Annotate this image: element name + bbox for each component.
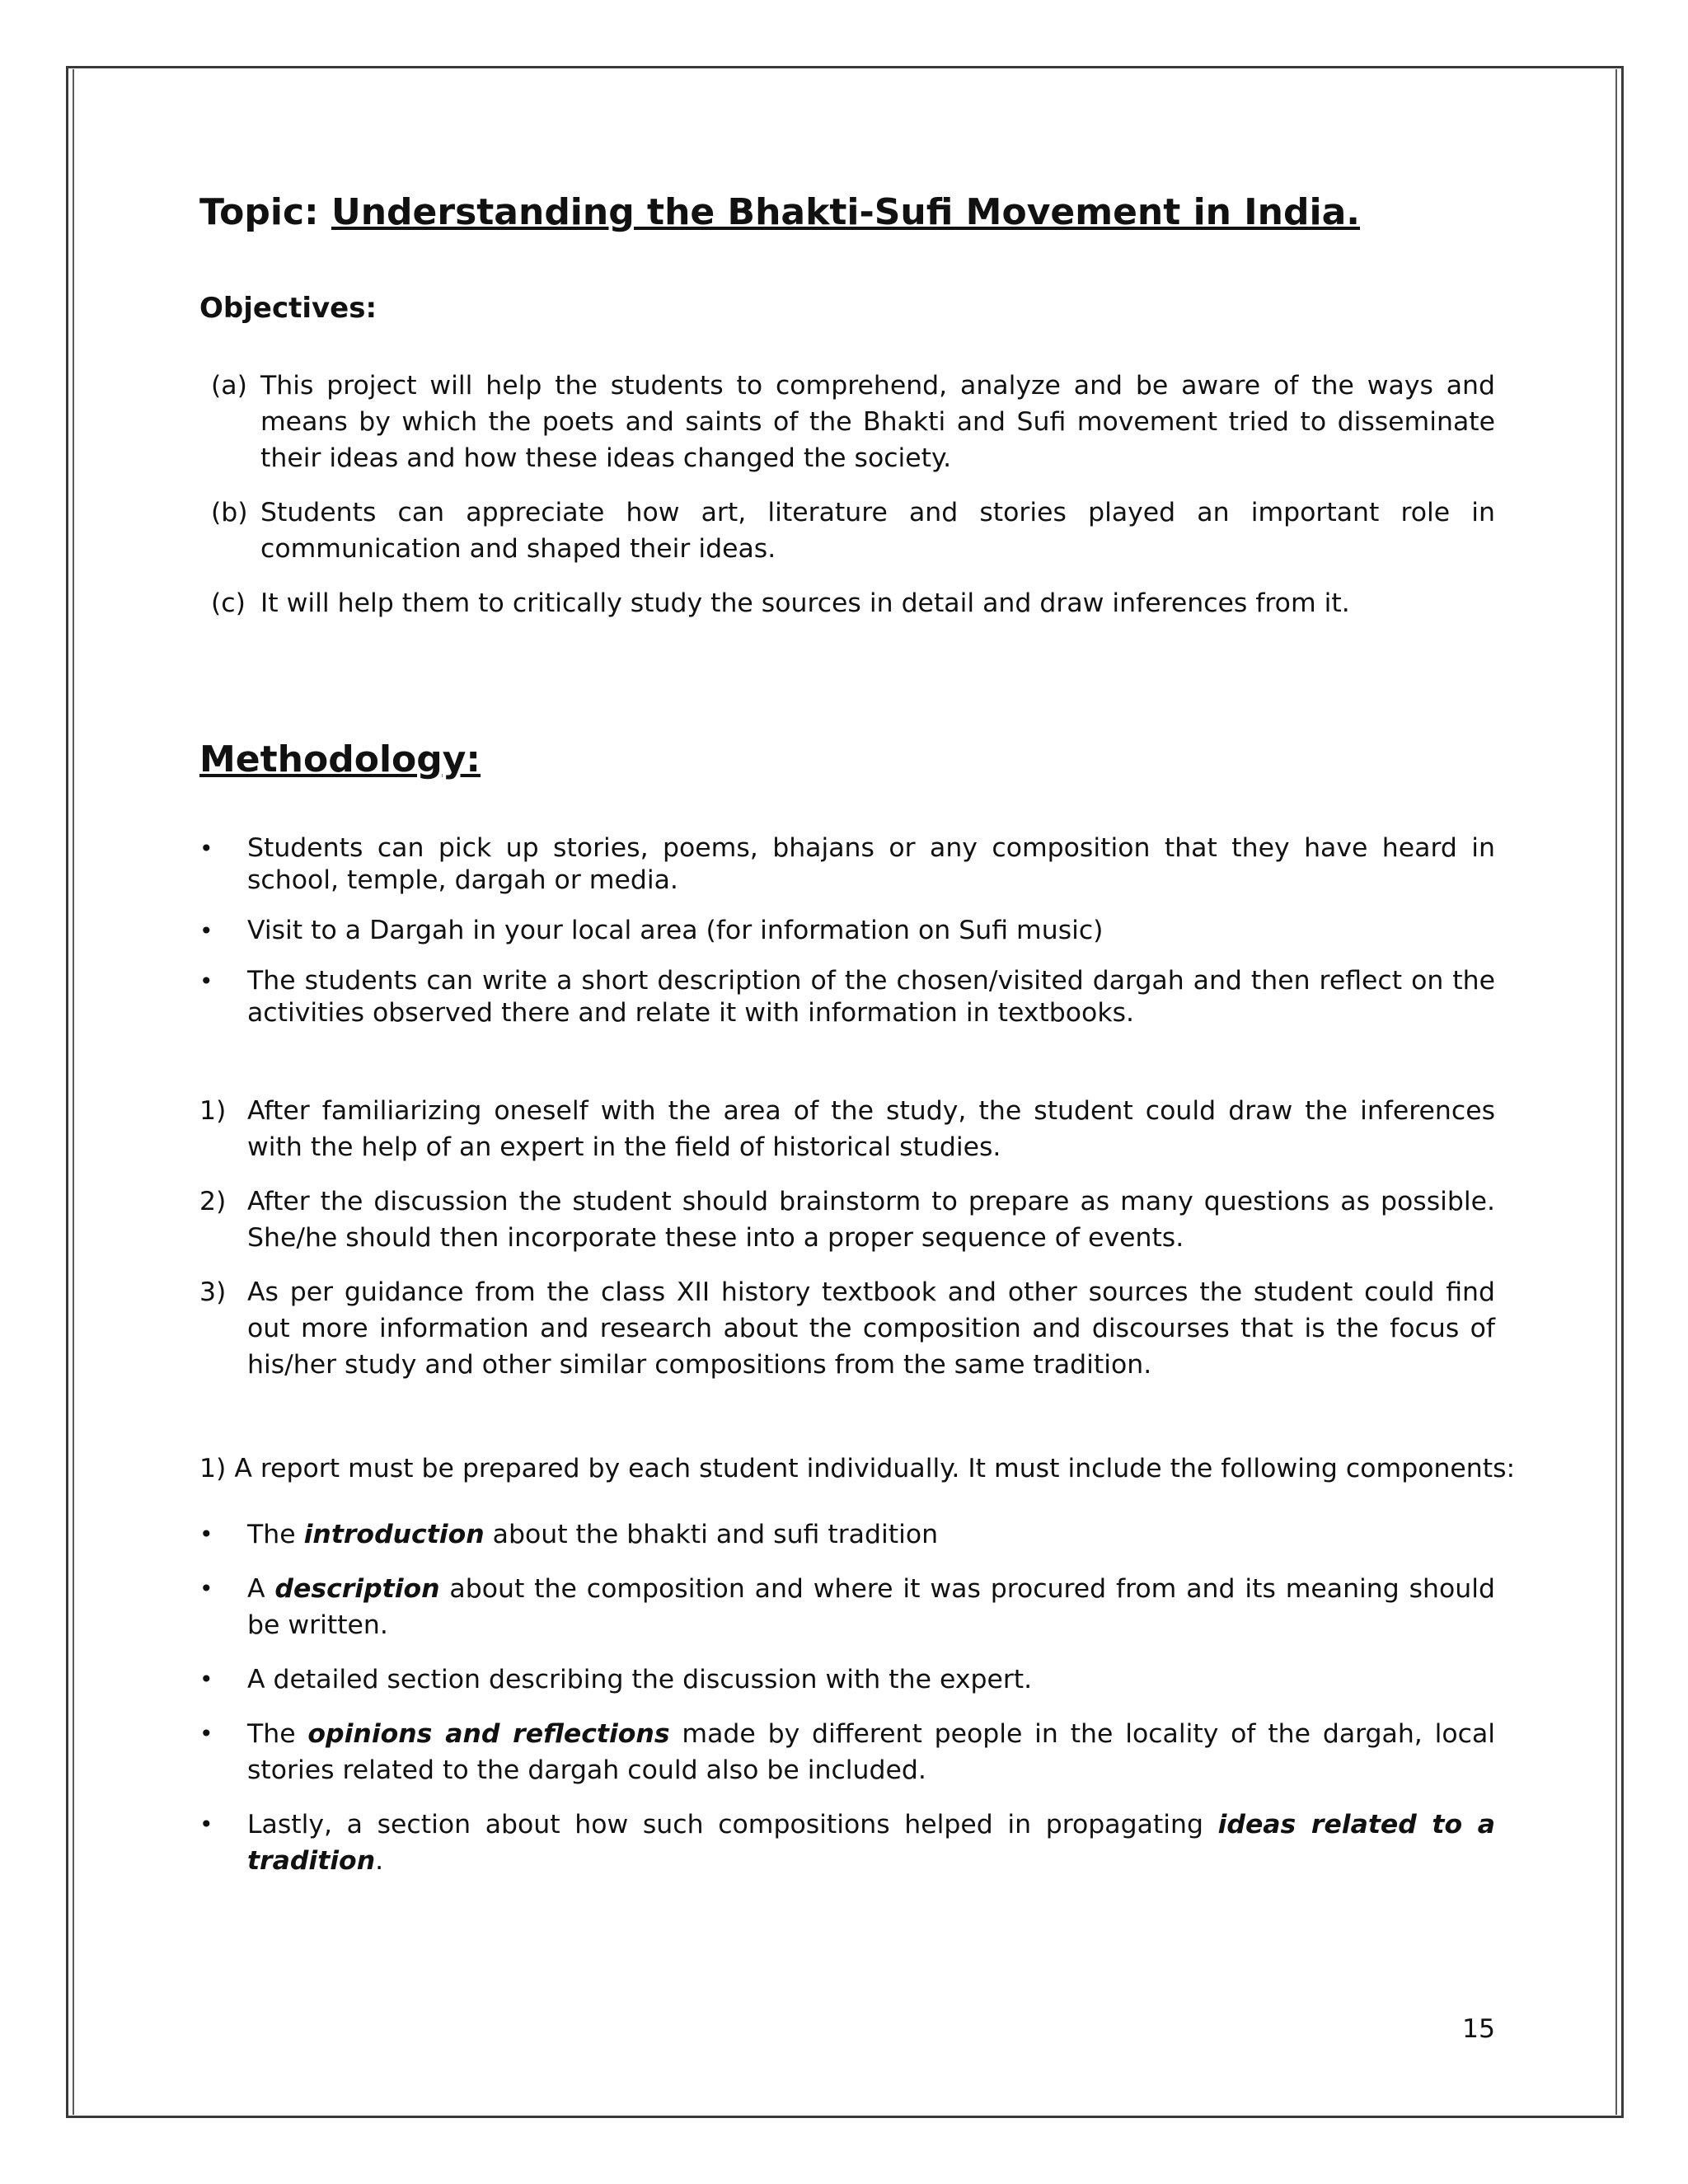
bullet-icon: • bbox=[199, 1521, 213, 1548]
bullet-text: Students can pick up stories, poems, bhajans or any composition that they have heard in school, temple, dargah or media. bbox=[247, 833, 1495, 895]
objective-text: Students can appreciate how art, literature and stories played an important role in communication and shaped their ideas. bbox=[260, 498, 1495, 564]
step-marker: 3) bbox=[199, 1277, 227, 1307]
component-emphasis: opinions and reflections bbox=[307, 1719, 670, 1749]
component-post: . bbox=[375, 1846, 384, 1876]
bullet-icon: • bbox=[199, 1720, 213, 1747]
objective-item bbox=[199, 494, 1495, 567]
component-post: about the bhakti and sufi tradition bbox=[484, 1520, 939, 1549]
report-component bbox=[199, 1716, 1495, 1788]
objectives-list bbox=[199, 368, 1495, 621]
bullet-icon: • bbox=[199, 1811, 213, 1838]
methodology-steps bbox=[199, 1093, 1495, 1383]
report-components bbox=[199, 1516, 1495, 1879]
objective-text: This project will help the students to comprehend, analyze and be aware of the ways and means by which the poets and saints of the Bhakti and Sufi movement tried to disseminate their ideas and how these ideas changed the society. bbox=[260, 371, 1495, 473]
component-post: made by different people in the locality of the dargah, local stories related to the dargah could also be included. bbox=[247, 1719, 1495, 1785]
report-component bbox=[199, 1571, 1495, 1643]
methodology-step bbox=[199, 1274, 1495, 1383]
objective-text: It will help them to critically study the sources in detail and draw inferences from it. bbox=[260, 588, 1350, 618]
step-text: As per guidance from the class XII history textbook and other sources the student could find out more information and research about the composition and discourses that is the focus of his/her study and other similar compositions from the same tradition. bbox=[247, 1277, 1495, 1380]
step-text: After familiarizing oneself with the area of the study, the student could draw the inferences with the help of an expert in the field of historical studies. bbox=[247, 1096, 1495, 1162]
objective-item bbox=[199, 368, 1495, 476]
component-text bbox=[247, 1661, 1495, 1698]
component-pre: The bbox=[247, 1719, 308, 1749]
report-intro: 1) A report must be prepared by each student individually. It must include the following components: bbox=[199, 1454, 1516, 1483]
methodology-bullet bbox=[199, 832, 1495, 897]
methodology-bullet bbox=[199, 965, 1495, 1029]
topic-value: Understanding the Bhakti-Sufi Movement in India. bbox=[331, 191, 1360, 233]
component-text bbox=[247, 1716, 1495, 1788]
methodology-heading: Methodology: bbox=[199, 738, 481, 780]
report-component bbox=[199, 1661, 1495, 1698]
component-pre: Lastly, a section about how such compositions helped in propagating bbox=[247, 1810, 1218, 1840]
methodology-step bbox=[199, 1093, 1495, 1165]
objective-marker: (c) bbox=[211, 588, 246, 618]
component-text bbox=[247, 1807, 1495, 1879]
bullet-icon: • bbox=[199, 1666, 213, 1693]
bullet-icon: • bbox=[199, 1575, 213, 1602]
component-pre: A bbox=[247, 1574, 275, 1604]
report-component bbox=[199, 1807, 1495, 1879]
topic-title bbox=[199, 191, 1360, 233]
methodology-bullet bbox=[199, 915, 1495, 947]
component-emphasis: ideas related to a tradition bbox=[247, 1810, 1495, 1876]
component-post: about the composition and where it was procured from and its meaning should be written. bbox=[247, 1574, 1495, 1640]
step-text: After the discussion the student should brainstorm to prepare as many questions as possible. She/he should then incorporate these into a proper sequence of events. bbox=[247, 1187, 1495, 1253]
component-text bbox=[247, 1516, 1495, 1553]
component-emphasis: description bbox=[274, 1574, 440, 1604]
component-emphasis: introduction bbox=[303, 1520, 485, 1549]
bullet-icon: • bbox=[199, 835, 213, 862]
methodology-step bbox=[199, 1183, 1495, 1256]
component-text bbox=[247, 1571, 1495, 1643]
objective-marker: (b) bbox=[211, 498, 248, 527]
topic-label: Topic: bbox=[199, 191, 319, 233]
objective-item bbox=[199, 585, 1495, 621]
bullet-text: Visit to a Dargah in your local area (for information on Sufi music) bbox=[247, 916, 1104, 945]
bullet-icon: • bbox=[199, 968, 213, 995]
objective-marker: (a) bbox=[211, 371, 247, 401]
objectives-heading: Objectives: bbox=[199, 292, 377, 325]
page-number: 15 bbox=[1462, 2014, 1496, 2044]
step-marker: 1) bbox=[199, 1096, 227, 1126]
methodology-bullets bbox=[199, 832, 1495, 1029]
bullet-icon: • bbox=[199, 917, 213, 944]
report-component bbox=[199, 1516, 1495, 1553]
component-pre: The bbox=[247, 1520, 304, 1549]
page-content bbox=[199, 0, 1516, 2184]
step-marker: 2) bbox=[199, 1187, 227, 1216]
bullet-text: The students can write a short description of the chosen/visited dargah and then reflect on the activities observed there and relate it with information in textbooks. bbox=[247, 966, 1495, 1028]
component-pre: A detailed section describing the discussion with the expert. bbox=[247, 1665, 1033, 1694]
